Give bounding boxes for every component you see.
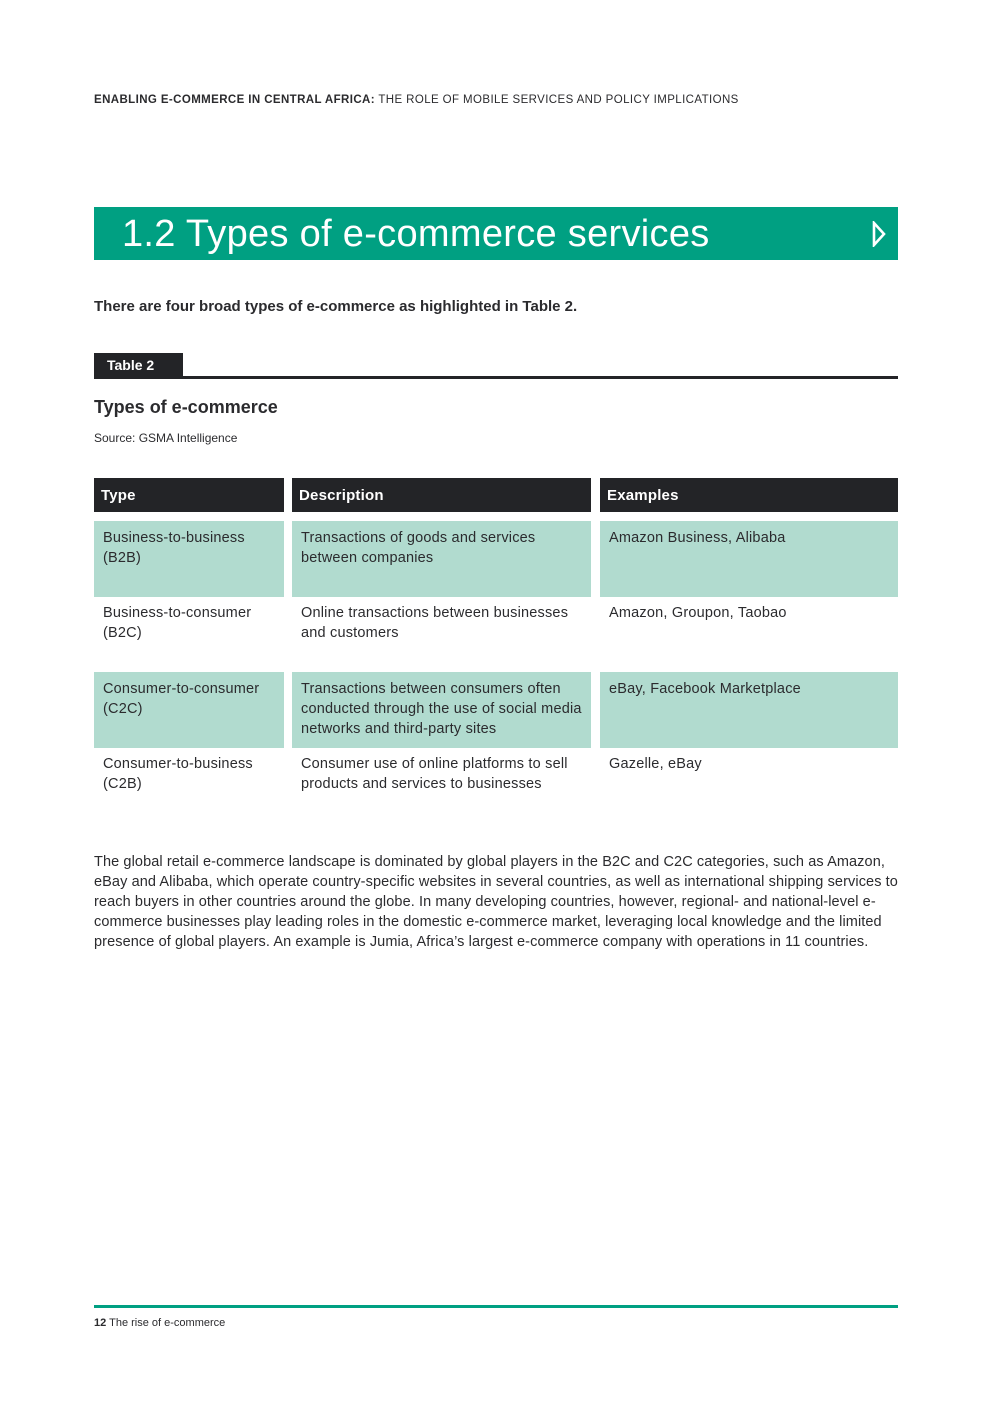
column-header-type: Type [94, 478, 284, 512]
running-header-subtitle: THE ROLE OF MOBILE SERVICES AND POLICY IMPLICATIONS [378, 94, 739, 106]
table-cell-type: Consumer-to-consumer (C2C) [94, 672, 284, 748]
table-cell-description: Consumer use of online platforms to sell products and services to businesses [301, 756, 568, 792]
table-rule [94, 376, 898, 379]
section-banner [94, 207, 898, 260]
table-source: Source: GSMA Intelligence [94, 431, 238, 445]
running-header-title: ENABLING E-COMMERCE IN CENTRAL AFRICA: [94, 94, 375, 106]
column-header-examples: Examples [600, 478, 898, 512]
table-label-tab: Table 2 [94, 353, 183, 377]
chevron-right-icon [872, 221, 886, 247]
footer-rule [94, 1305, 898, 1308]
table-cell-description: Transactions between consumers often conducted through the use of social media networks and third-party sites [292, 672, 591, 748]
table-cell-description: Transactions of goods and services between companies [292, 521, 591, 597]
table-cell-description: Online transactions between businesses and customers [301, 605, 569, 641]
table-cell-examples: Gazelle, eBay [609, 756, 702, 772]
section-title: 1.2 Types of e-commerce services [122, 213, 710, 255]
table-cell-examples: Amazon, Groupon, Taobao [609, 605, 787, 621]
body-paragraph: The global retail e-commerce landscape is dominated by global players in the B2C and C2C categories, such as Amazon, eBay and Alibaba, which operate country-specific websites in several countries, as well as international shipping services to reach buyers in other countries around the globe. In many developing countries, however, regional- and national-level e-commerce businesses play leading roles in the domestic e-commerce market, leveraging local knowledge and the limited presence of global players. An example is Jumia, Africa’s largest e-commerce company with operations in 11 countries. [94, 854, 898, 950]
table-cell-examples: eBay, Facebook Marketplace [600, 672, 898, 748]
table-title: Types of e-commerce [94, 397, 278, 417]
page-number: 12 [94, 1317, 107, 1329]
page-footer [94, 1317, 225, 1329]
table-cell-type: Consumer-to-business (C2B) [103, 756, 253, 792]
table-cell-examples: Amazon Business, Alibaba [600, 521, 898, 597]
running-header [94, 94, 898, 106]
footer-section-name: The rise of e-commerce [109, 1317, 226, 1329]
table-cell-type: Business-to-business (B2B) [94, 521, 284, 597]
column-header-description: Description [292, 478, 591, 512]
table-cell-type: Business-to-consumer (B2C) [103, 605, 252, 641]
intro-text: There are four broad types of e-commerce as highlighted in Table 2. [94, 298, 578, 315]
